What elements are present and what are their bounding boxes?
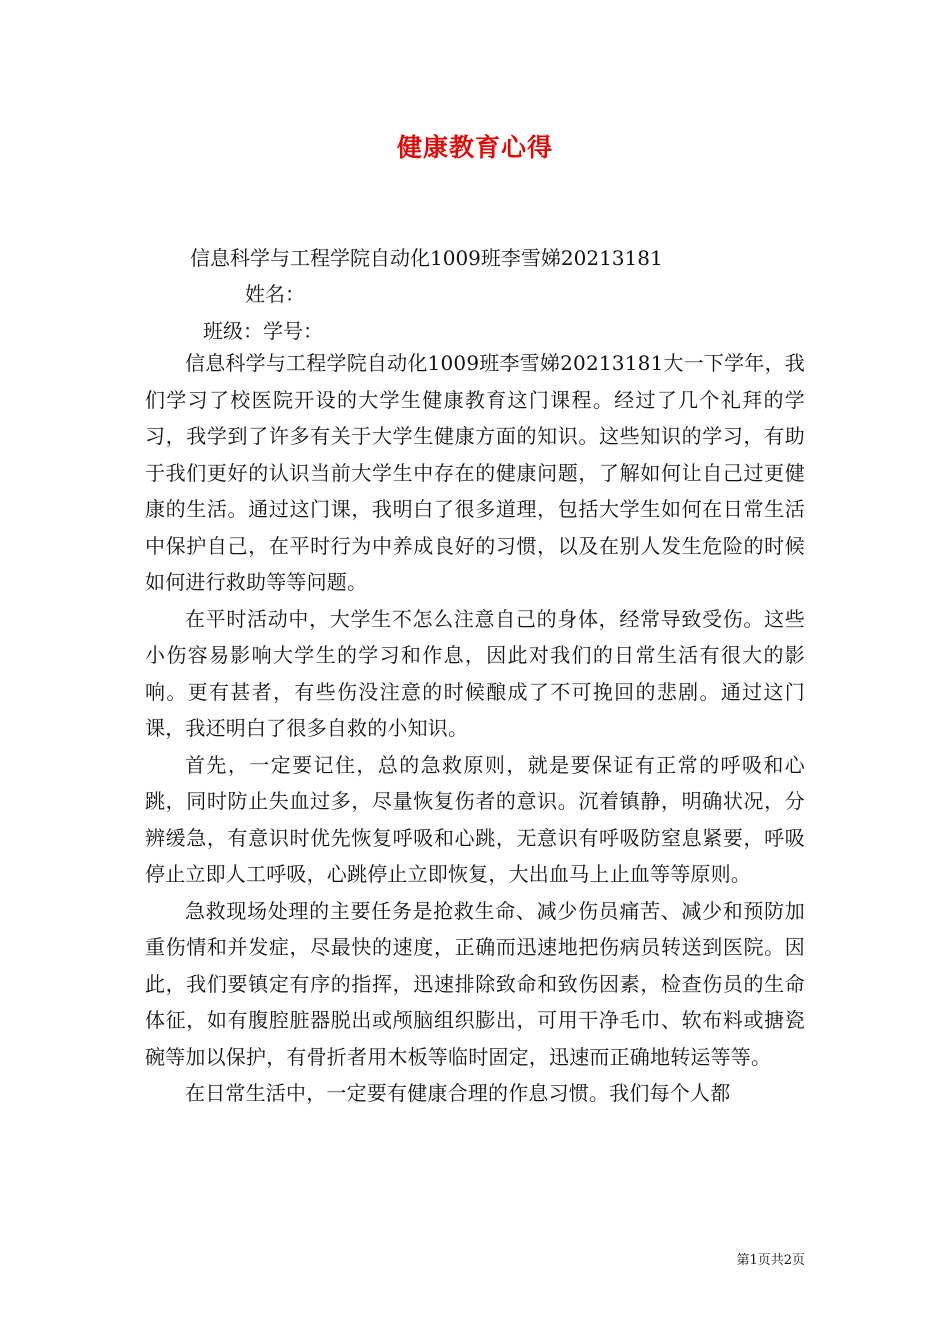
author-line: 信息科学与工程学院自动化1009班李雪娣20213181 [190,246,663,270]
document-title: 健康教育心得 [396,133,553,162]
name-label: 姓名： [245,282,305,306]
class-id-label: 班级：学号： [203,319,323,343]
body-text [145,345,805,1112]
paragraph-1: 信息科学与工程学院自动化1009班李雪娣20213181大一下学年，我们学习了校医院开设的大学生健康教育这门课程。经过了几个礼拜的学习，我学到了许多有关于大学生健康方面的知识。这些知识的学习，有助于我们更好的认识当前大学生中存在的健康问题，了解如何让自己过更健康的生活。通过这门课，我明白了很多道理，包括大学生如何在日常生活中保护自己，在平时行为中养成良好的习惯，以及在别人发生危险的时候如何进行救助等等问题。 [145,351,805,594]
paragraph-3: 首先，一定要记住，总的急救原则，就是要保证有正常的呼吸和心跳，同时防止失血过多，尽量恢复伤者的意识。沉着镇静，明确状况，分辨缓急，有意识时优先恢复呼吸和心跳，无意识有呼吸防窒息紧要，呼吸停止立即人工呼吸，心跳停止立即恢复，大出血马上止血等等原则。 [145,752,805,886]
page-number-footer: 第1页共2页 [736,1253,805,1268]
paragraph-4: 急救现场处理的主要任务是抢救生命、减少伤员痛苦、减少和预防加重伤情和并发症，尽最快的速度，正确而迅速地把伤病员转送到医院。因此，我们要镇定有序的指挥，迅速排除致命和致伤因素，检查伤员的生命体征，如有腹腔脏器脱出或颅脑组织膨出，可用干净毛巾、软布料或搪瓷碗等加以保护，有骨折者用木板等临时固定，迅速而正确地转运等等。 [145,898,805,1069]
paragraph-5: 在日常生活中，一定要有健康合理的作息习惯。我们每个人都 [185,1081,731,1105]
paragraph-2: 在平时活动中，大学生不怎么注意自己的身体，经常导致受伤。这些小伤容易影响大学生的学习和作息，因此对我们的日常生活有很大的影响。更有甚者，有些伤没注意的时候酿成了不可挽回的悲剧。通过这门课，我还明白了很多自救的小知识。 [145,606,805,740]
